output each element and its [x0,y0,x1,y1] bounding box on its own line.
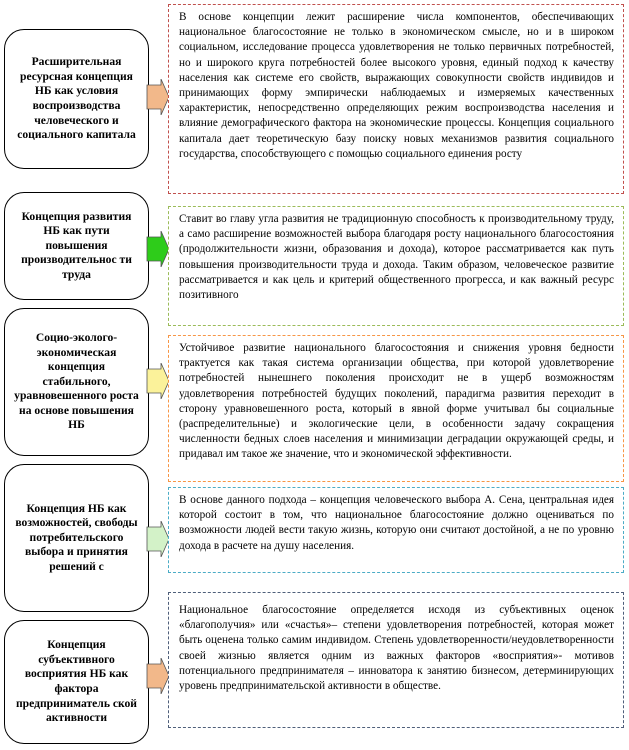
description-box-1 [168,4,624,194]
arrow-right-icon [146,231,170,267]
arrow-shape-5 [147,658,169,694]
description-box-3 [168,335,624,482]
concept-label-2: Концепция развития НБ как пути повышения производительнос ти труда [21,209,132,281]
concept-label-1: Расширительная ресурсная концепция НБ как условия воспроизводства человеческого и социального капитала [17,55,136,142]
concept-box-2 [4,192,149,300]
arrow-right-icon [146,521,170,557]
description-text-2: Ставит во главу угла развития не традиционную способность к производительному труду, а само расширение возможностей выбора благодаря росту национального благосостояния (продолжительности жизни, образования и дохода), которое рассматривается как путь повышения производительности труда и дохода. Таким образом, человеческое развитие рассматривается и как цель и критерий общественного прогресса, и как важный ресурс позитивного [179,213,614,302]
description-text-1: В основе концепции лежит расширение числа компонентов, обеспечивающих национальное благосостояние не только в экономическом смысле, но и в широком социальном, исследование процесса удовлетворения не только первичных потребностей, но и широкого круга потребностей более высокого уровня, единый подход к качеству населения как системе его свойств, выражающих совокупности свойств индивидов и принимающих форму эмпирически наблюдаемых и измеряемых качественных характеристик, непосредственно определяющих режим воспроизводства населения и влияние демографического фактора на экономические процессы. Концепция социального капитала дает теоретическую базу поиску новых механизмов развития социального государства, способствующего с помощью социального единения росту [179,11,614,160]
description-box-4 [168,487,624,573]
arrow-right-icon [146,363,170,399]
concept-label-3: Социо-эколого-экономическая концепция стабильного, уравновешенного роста на основе повышения НБ [14,330,139,432]
description-text-5: Национальное благосостояние определяется исходя из субъективных оценок «благополучия» или «счастья»– степени удовлетворения потребностей, которая может быть оценена только самим индивидом. Степень удовлетворенности/неудовлетворенности своей жизнью является одним из важных факторов «восприятия»- мотивов потенциального предпринимателя – инноватора к занятию бизнесом, детерминирующих уровень предпринимательской активности в обществе. [179,604,614,693]
concept-label-5: Концепция субъективного восприятия НБ как фактора предприниматель ской активности [16,638,137,725]
concept-label-4: Концепция НБ как возможностей, свободы потребительского выбора и принятия решений с [15,501,138,573]
description-text-4: В основе данного подхода – концепция человеческого выбора А. Сена, центральная идея которой состоит в том, что национальное благосостояние должно оцениваться по возможности людей вести такую жизнь, которую они считают достойной, а не по уровню дохода в расчете на душу населения. [179,494,614,552]
concept-box-4 [4,464,149,612]
description-text-3: Устойчивое развитие национального благосостояния и снижения уровня бедности трактуется как такая система организации общества, при которой удовлетворение потребностей нынешнего поколения происходит не в ущерб возможностям удовлетворения потребностей будущих поколений, парадигма развития переходит в сторону уравновешенного роста, который в явной форме учитывал бы социальные (распределительные) и экологические цели, в особенности задачу сокращения численности бедных слоев населения и минимизации деградации окружающей среды, и придавал им такое же значение, что и экономической эффективности. [179,342,614,461]
arrow-shape-4 [147,521,169,557]
concept-box-1 [4,29,149,169]
arrow-shape-2 [147,231,169,267]
arrow-shape-1 [147,79,169,115]
arrow-right-icon [146,79,170,115]
arrow-right-icon [146,658,170,694]
concept-box-3 [4,308,149,456]
concept-box-5 [4,620,149,744]
arrow-shape-3 [147,363,169,399]
description-box-2 [168,206,624,326]
description-box-5 [168,592,624,728]
